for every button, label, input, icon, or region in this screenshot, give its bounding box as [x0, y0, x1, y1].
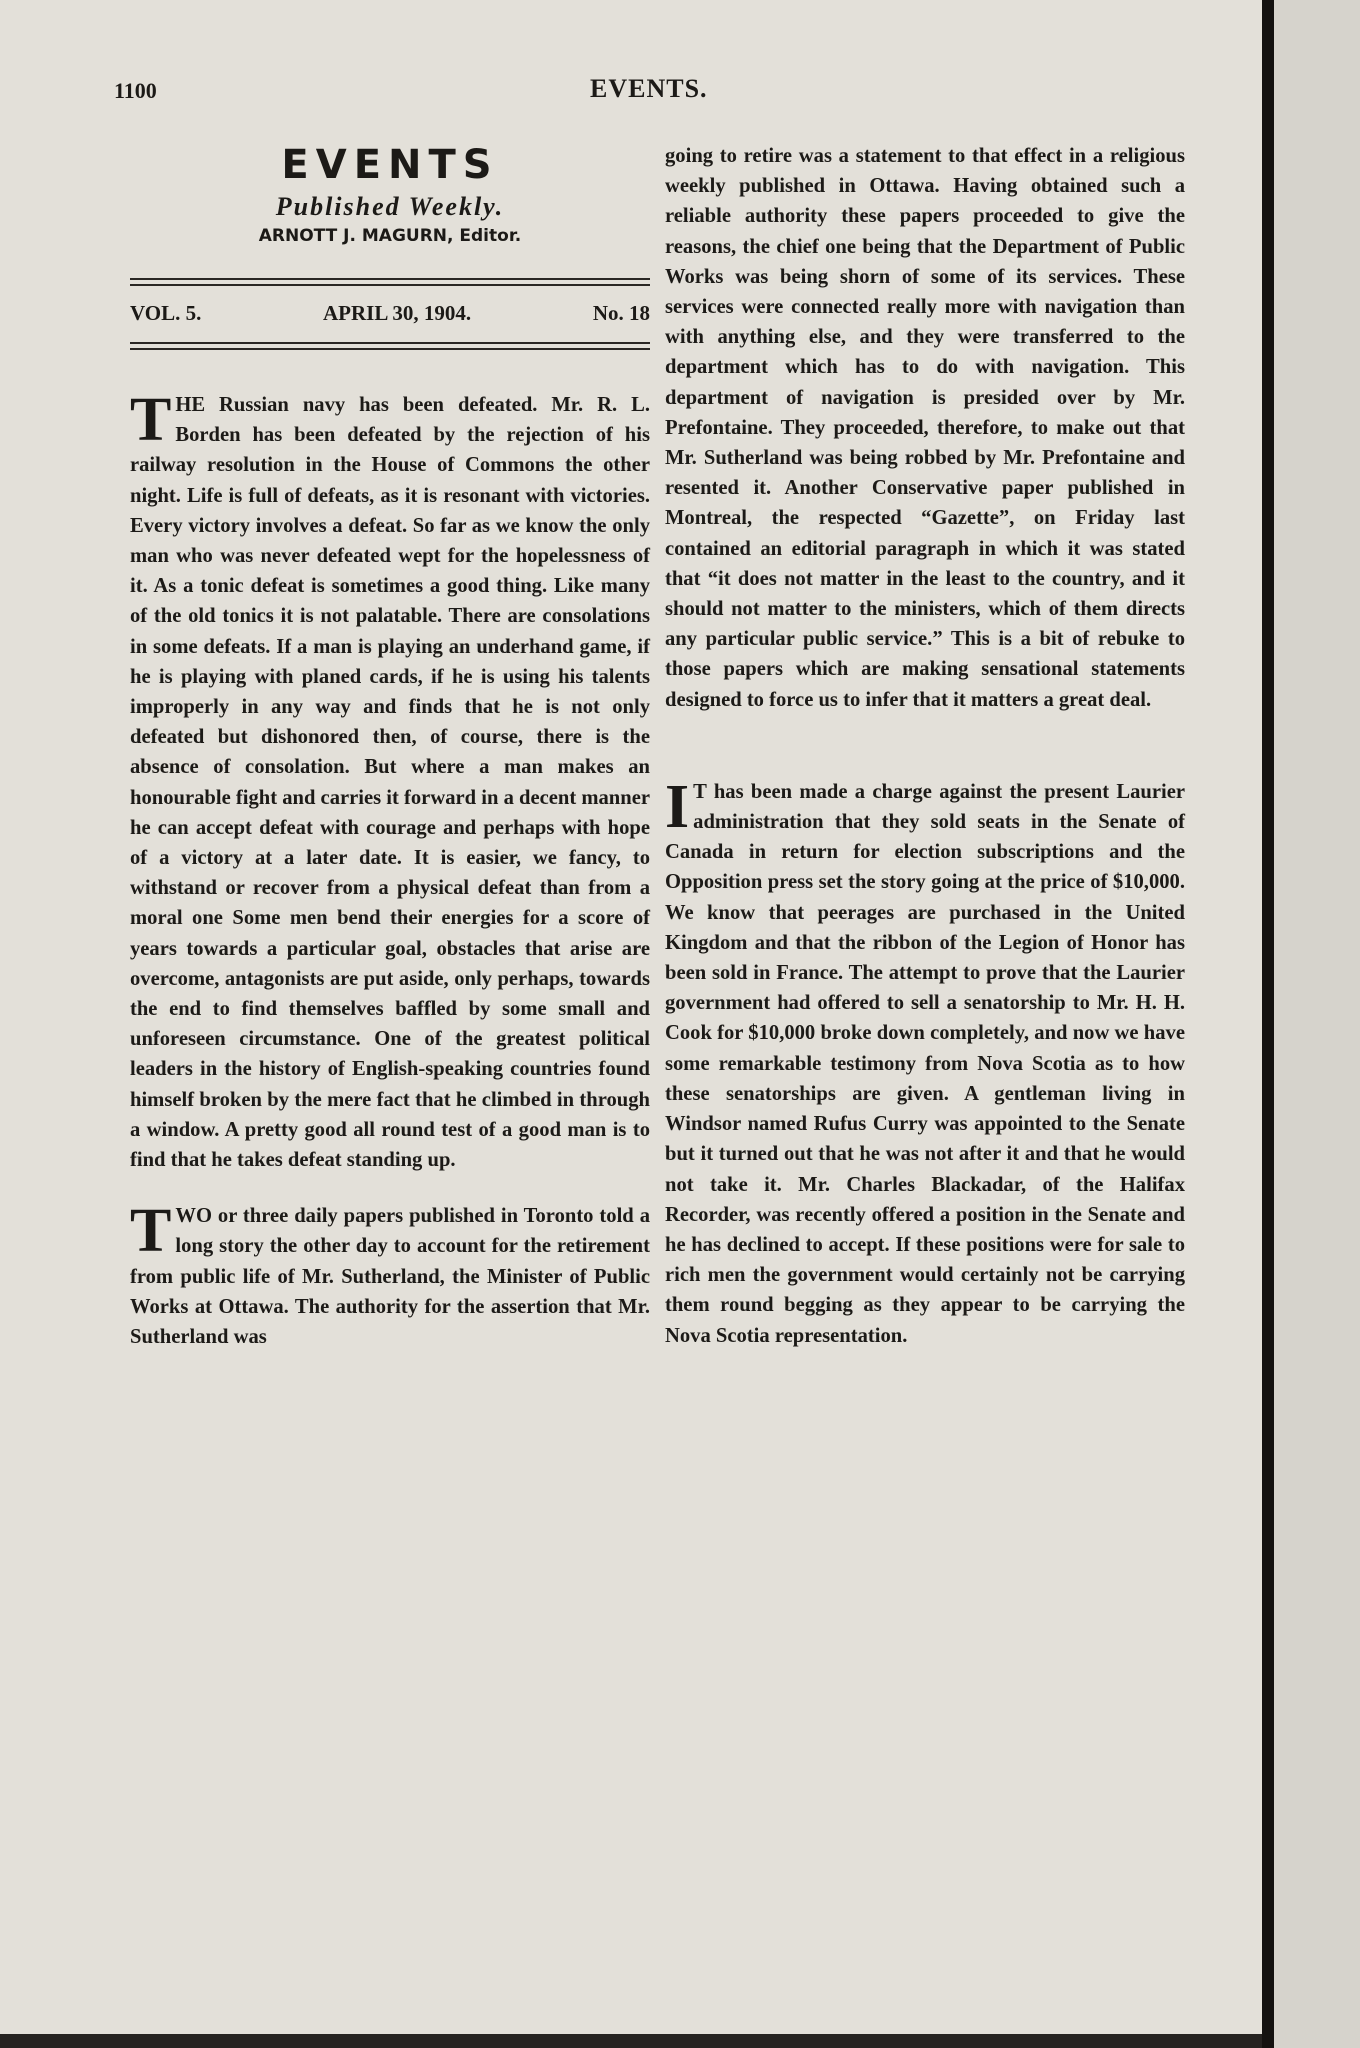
volume-number: VOL. 5.: [130, 301, 202, 325]
article-sutherland-continued: going to retire was a statement to that effect in a religious weekly published in Ottawa. Having obtained such a reliable authority these papers proceeded to give the reasons, the chief one being that the Department of Public Works was being shorn of some of its services. These services were connected really more with navigation than with anything else, and they were transferred to the department which has to do with navigation. This department of navigation is presided over by Mr. Prefontaine. They proceeded, therefore, to make out that Mr. Sutherland was being robbed by Mr. Prefontaine and resented it. Another Conservative paper published in Montreal, the respected “Gazette”, on Friday last contained an editorial paragraph in which it was stated that “it does not matter in the least to the country, and it should not matter to the ministers, which of them directs any particular public service.” This is a bit of rebuke to those papers which are making sensational statements designed to force us to infer that it matters a great deal.: [665, 145, 1185, 711]
right-column: [665, 141, 1185, 1351]
article-sutherland: [130, 1197, 650, 1352]
article-russian-navy: [130, 386, 650, 1175]
running-head: EVENTS.: [590, 74, 708, 103]
article-text: T has been made a charge against the present Laurier administration that they sold seats in the Senate of Canada in return for election subscriptions and the Opposition press set the story going at the price of $10,000. We know that peerages are purchased in the United Kingdom and that the ribbon of the Legion of Honor has been sold in France. The attempt to prove that the Laurier government had offered to sell a senatorship to Mr. H. H. Cook for $10,000 broke down completely, and now we have some remarkable testimony from Nova Scotia as to how these senatorships are given. A gentleman living in Windsor named Rufus Curry was appointed to the Senate but it turned out that he was not after it and that he would not take it. Mr. Charles Blackadar, of the Halifax Recorder, was recently offered a position in the Senate and he has declined to accept. If these positions were for sale to rich men the government would certainly not be carrying them round begging as they appear to be carrying the Nova Scotia representation.: [665, 780, 1185, 1347]
divider: [130, 278, 650, 280]
issue-number: No. 18: [592, 301, 650, 325]
masthead-rules-top: [130, 278, 650, 286]
masthead-title: EVENTS: [281, 142, 499, 188]
masthead-rules-bottom: [130, 342, 650, 350]
divider: [130, 284, 650, 286]
divider: [130, 348, 650, 350]
volume-line: [130, 298, 650, 328]
book-spine: [1262, 0, 1274, 2048]
left-column: [130, 140, 650, 1352]
masthead-subtitle: Published Weekly.: [275, 192, 505, 221]
drop-cap: T: [130, 386, 172, 454]
drop-cap: T: [130, 1197, 172, 1266]
article-senate-seats: [665, 772, 1185, 1351]
drop-cap: I: [665, 772, 690, 841]
issue-date: APRIL 30, 1904.: [322, 301, 472, 325]
article-text: HE Russian navy has been defeated. Mr. R. L. Borden has been defeated by the rejection of his railway resolution in the House of Commons the other night. Life is full of defeats, as it is resonant with victories. Every victory involves a defeat. So far as we know the only man who was never defeated wept for the hopelessness of it. As a tonic defeat is sometimes a good thing. Like many of the old tonics it is not palatable. There are consolations in some defeats. If a man is playing an underhand game, if he is playing with planed cards, if he is using his talents improperly in any way and finds that he is not only defeated but dishonored then, of course, there is the absence of consolation. But where a man makes an honourable fight and carries it forward in a decent manner he can accept defeat with courage and perhaps with hope of a victory at a later date. It is easier, we fancy, to withstand or recover from a physical defeat than from a moral one Some men bend their energies for a score of years towards a particular goal, obstacles that arise are overcome, antagonists are put aside, only perhaps, towards the end to find themselves baffled by some small and unforeseen circumstance. One of the greatest political leaders in the history of English-speaking countries found himself broken by the mere fact that he climbed in through a window. A pretty good all round test of a good man is to find that he takes defeat standing up.: [130, 394, 650, 1172]
page-bottom-edge: [0, 2034, 1262, 2048]
divider: [130, 342, 650, 344]
article-text: WO or three daily papers published in Toronto told a long story the other day to account for the retirement from public life of Mr. Sutherland, the Minister of Public Works at Ottawa. The authority for the assertion that Mr. Sutherland was: [130, 1205, 650, 1349]
adjacent-page-edge: [1274, 0, 1360, 2048]
masthead: [130, 140, 650, 248]
page-number: 1100: [114, 78, 157, 103]
masthead-editor: ARNOTT J. MAGURN, Editor.: [258, 226, 522, 246]
